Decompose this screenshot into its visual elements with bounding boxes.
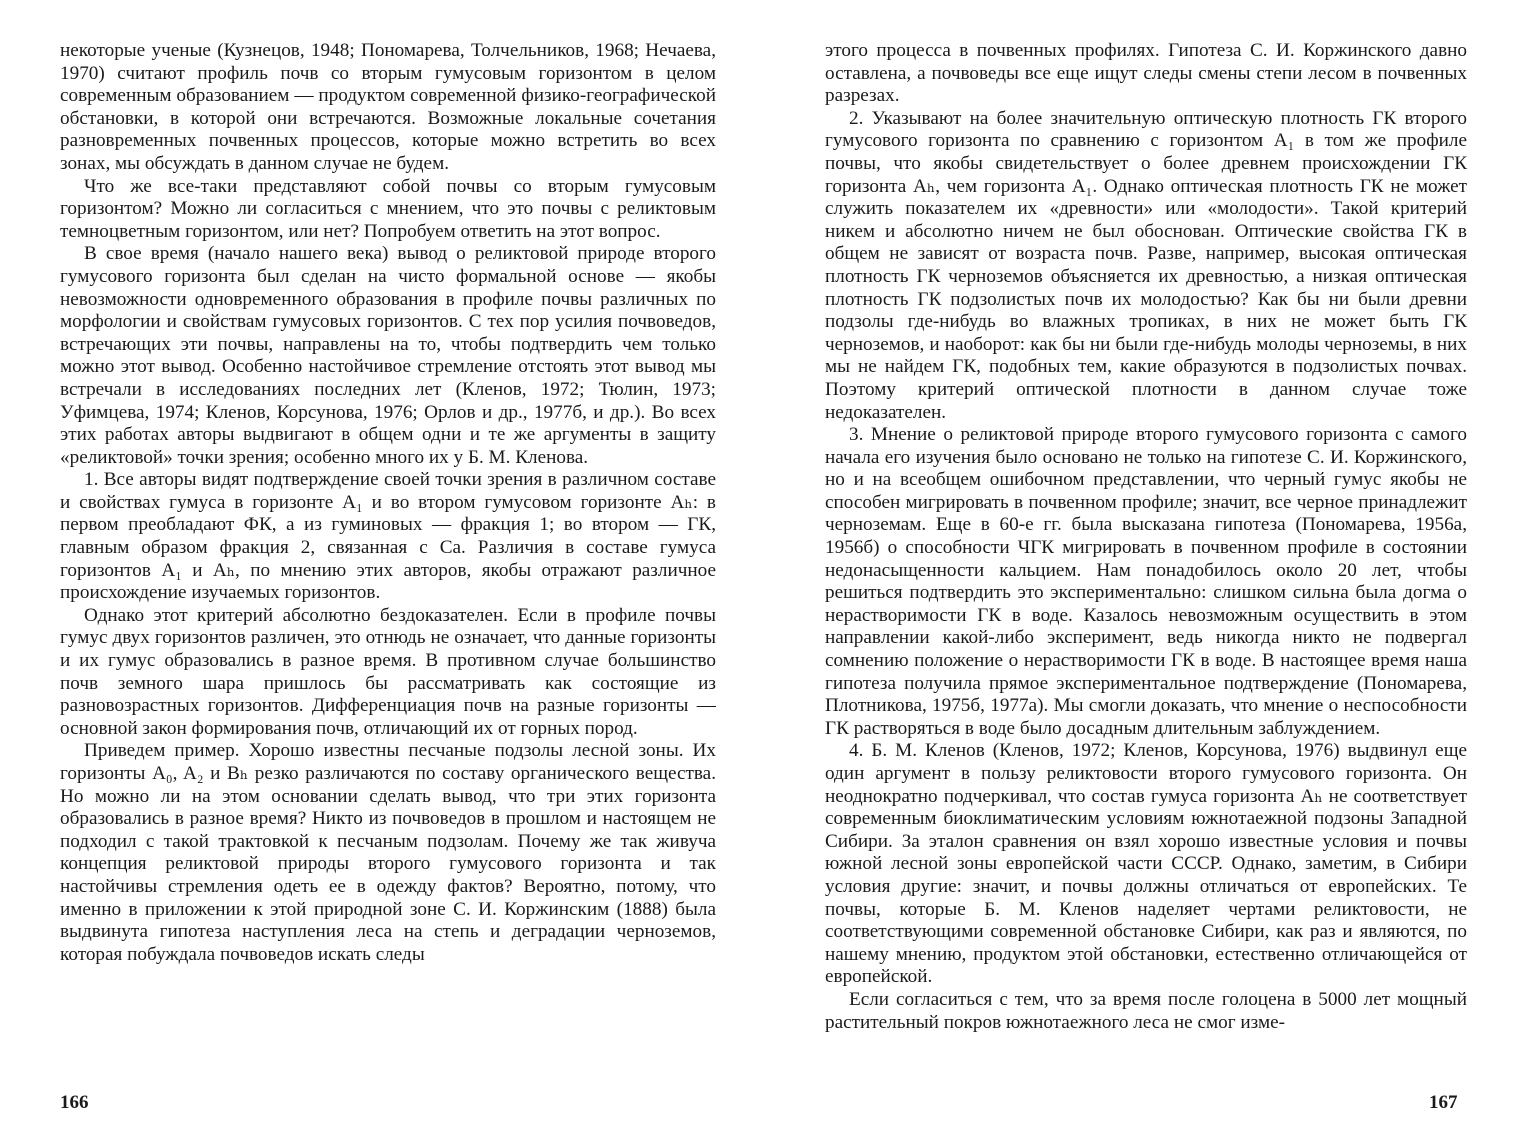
page-number: 166: [60, 1092, 89, 1113]
paragraph: этого процесса в почвенных профилях. Гипотеза С. И. Коржинского давно оставлена, а почвоведы все еще ищут следы смены степи лесом в почвенных разрезах.: [825, 40, 1467, 107]
paragraph: 4. Б. М. Кленов (Кленов, 1972; Кленов, Корсунова, 1976) выдвинул еще один аргумент в пользу реликтовости второго гумусового горизонта. Он неоднократно подчеркивал, что состав гумуса горизонта Aₕ не соответствует современным биоклиматическим условиям южнотаежной подзоны Западной Сибири. За эталон сравнения он взял хорошо известные условия и почвы южной лесной зоны европейской части СССР. Однако, заметим, в Сибири условия другие: значит, и почвы должны отличаться от европейских. Те почвы, которые Б. М. Кленов наделяет чертами реликтовости, не соответствующими современной обстановке Сибири, как раз и являются, по нашему мнению, продуктом этой обстановки, естественно отличающейся от европейской.: [825, 740, 1467, 988]
right-page: [761, 0, 1522, 1130]
paragraph: Приведем пример. Хорошо известны песчаные подзолы лесной зоны. Их горизонты A₀, A₂ и Bₕ резко различаются по составу органического вещества. Но можно ли на этом основании сделать вывод, что три этих горизонта образовались в разное время? Никто из почвоведов в прошлом и настоящем не подходил с такой трактовкой к песчаным подзолам. Почему же так живуча концепция реликтовой природы второго гумусового горизонта и так настойчивы стремления одеть ее в одежду фактов? Вероятно, потому, что именно в приложении к этой природной зоне С. И. Коржинским (1888) была выдвинута гипотеза наступления леса на степь и деградации черноземов, которая побуждала почвоведов искать следы: [60, 740, 716, 965]
paragraph: Однако этот критерий абсолютно бездоказателен. Если в профиле почвы гумус двух горизонтов различен, это отнюдь не означает, что данные горизонты и их гумус образовались в разное время. В противном случае большинство почв земного шара пришлось бы рассматривать как состоящие из разновозрастных горизонтов. Дифференциация почв на разные горизонты — основной закон формирования почв, отличающий их от горных пород.: [60, 604, 716, 739]
paragraph: 1. Все авторы видят подтверждение своей точки зрения в различном составе и свойствах гумуса в горизонте A₁ и во втором гумусовом горизонте Aₕ: в первом преобладают ФК, а из гуминовых — фракция 1; во втором — ГК, главным образом фракция 2, связанная с Ca. Различия в составе гумуса горизонтов A₁ и Aₕ, по мнению этих авторов, якобы отражают различное происхождение изучаемых горизонтов.: [60, 469, 716, 604]
paragraph: 2. Указывают на более значительную оптическую плотность ГК второго гумусового горизонта по сравнению с горизонтом A₁ в том же профиле почвы, что якобы свидетельствует о более древнем происхождении ГК горизонта Aₕ, чем горизонта A₁. Однако оптическая плотность ГК не может служить показателем их «древности» или «молодости». Такой критерий никем и абсолютно ничем не был обоснован. Оптические свойства ГК в общем не зависят от возраста почв. Разве, например, высокая оптическая плотность ГК черноземов объясняется их древностью, а низкая оптическая плотность ГК подзолистых почв их молодостью? Как бы ни были древни подзолы где-нибудь во влажных тропиках, в них не может быть ГК черноземов, и наоборот: как бы ни были где-нибудь молоды черноземы, в них мы не найдем ГК, подобных тем, какие образуются в подзолистых почвах. Поэтому критерий оптической плотности в данном случае тоже недоказателен.: [825, 107, 1467, 423]
page-number: 167: [1429, 1092, 1458, 1113]
left-page-text: [60, 40, 716, 966]
paragraph: Если согласиться с тем, что за время после голоцена в 5000 лет мощный растительный покров южнотаежного леса не смог изме-: [825, 988, 1467, 1033]
paragraph: В свое время (начало нашего века) вывод о реликтовой природе второго гумусового горизонта был сделан на чисто формальной основе — якобы невозможности одновременного образования в профиле почвы различных по морфологии и свойствам гумусовых горизонтов. С тех пор усилия почвоведов, встречающих эти почвы, направлены на то, чтобы подтвердить чем только можно этот вывод. Особенно настойчивое стремление отстоять этот вывод мы встречали в исследованиях последних лет (Кленов, 1972; Тюлин, 1973; Уфимцева, 1974; Кленов, Корсунова, 1976; Орлов и др., 1977б, и др.). Во всех этих работах авторы выдвигают в общем одни и те же аргументы в защиту «реликтовой» точки зрения; особенно много их у Б. М. Кленова.: [60, 243, 716, 468]
paragraph: 3. Мнение о реликтовой природе второго гумусового горизонта с самого начала его изучения было основано не только на гипотезе С. И. Коржинского, но и на всеобщем ошибочном представлении, что черный гумус якобы не способен мигрировать в почвенном профиле; значит, все черное принадлежит черноземам. Еще в 60-е гг. была высказана гипотеза (Пономарева, 1956а, 1956б) о способности ЧГК мигрировать в почвенном профиле в состоянии недонасыщенности кальцием. Нам понадобилось около 20 лет, чтобы решиться подтвердить это экспериментально: слишком сильна была догма о нерастворимости ГК в воде. Казалось невозможным осуществить в этом направлении какой-либо эксперимент, ведь никогда никто не подвергал сомнению положение о нерастворимости ГК в воде. В настоящее время наша гипотеза получила прямое экспериментальное подтверждение (Пономарева, Плотникова, 1975б, 1977а). Мы смогли доказать, что мнение о неспособности ГК растворяться в воде было досадным длительным заблуждением.: [825, 424, 1467, 739]
right-page-text: [825, 40, 1467, 1034]
paragraph: некоторые ученые (Кузнецов, 1948; Пономарева, Толчельников, 1968; Нечаева, 1970) считают профиль почв со вторым гумусовым горизонтом в целом современным образованием — продуктом современной физико-географической обстановки, в которой они встречаются. Возможные локальные сочетания разновременных почвенных процессов, которые можно встретить во всех зонах, мы обсуждать в данном случае не будем.: [60, 40, 716, 174]
paragraph: Что же все-таки представляют собой почвы со вторым гумусовым горизонтом? Можно ли согласиться с мнением, что это почвы с реликтовым темноцветным горизонтом, или нет? Попробуем ответить на этот вопрос.: [60, 175, 716, 242]
